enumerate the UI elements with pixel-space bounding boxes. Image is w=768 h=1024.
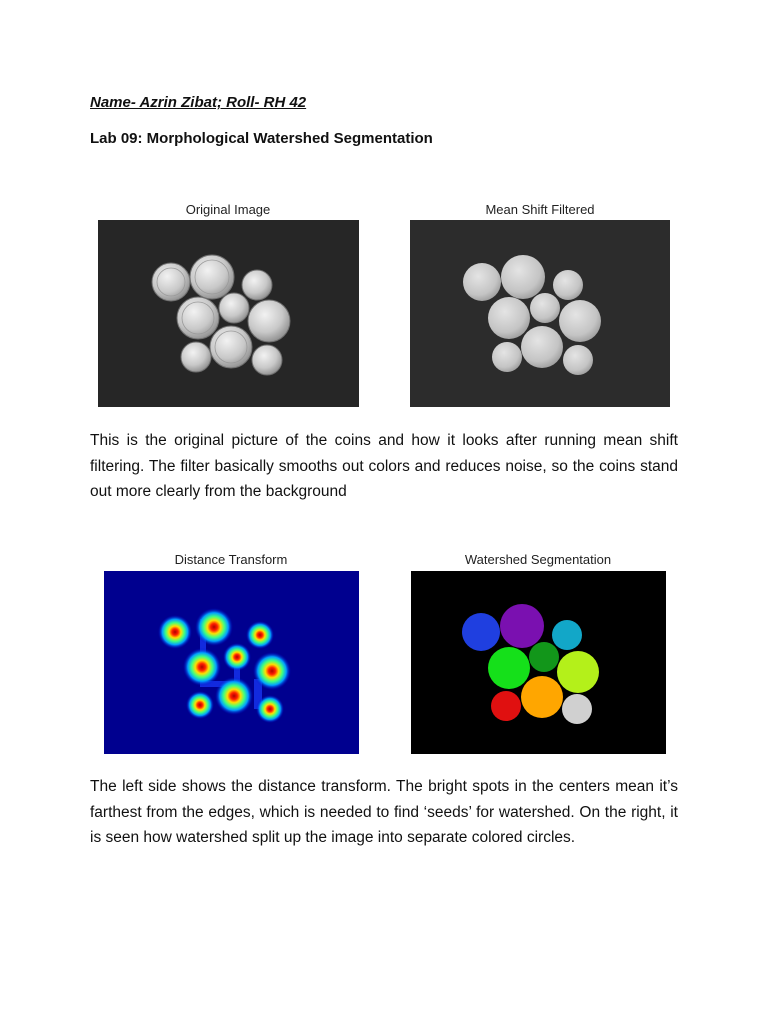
original-image-caption: Original Image — [185, 202, 271, 217]
paragraph-1: This is the original picture of the coins and how it looks after running mean shift filtering. The filter basically smooths out colors and reduces noise, so the coins stand out more clearly from the background — [90, 432, 678, 500]
segment-red — [491, 691, 521, 721]
watershed-caption: Watershed Segmentation — [464, 552, 612, 567]
mean-shift-image — [410, 220, 670, 407]
segment-lime — [557, 651, 599, 693]
distance-transform-image — [104, 571, 359, 754]
mean-shift-caption: Mean Shift Filtered — [485, 202, 595, 217]
watershed-image — [411, 571, 666, 754]
segment-green — [488, 647, 530, 689]
segment-dark-green — [529, 642, 559, 672]
distance-transform-caption: Distance Transform — [174, 552, 288, 567]
lab-title: Lab 09: Morphological Watershed Segmentation — [90, 130, 433, 147]
segment-orange — [521, 676, 563, 718]
segment-cyan — [552, 620, 582, 650]
name-line: Name- Azrin Zibat; Roll- RH 42 — [90, 94, 307, 111]
segment-gray — [562, 694, 592, 724]
original-image — [98, 220, 359, 407]
segment-purple — [500, 604, 544, 648]
segment-blue — [462, 613, 500, 651]
paragraph-2: The left side shows the distance transform. The bright spots in the centers mean it’s farthest from the edges, which is needed to find ‘seeds’ for watershed. On the right, it is seen how watershed split up the image into separate colored circles. — [90, 778, 678, 846]
